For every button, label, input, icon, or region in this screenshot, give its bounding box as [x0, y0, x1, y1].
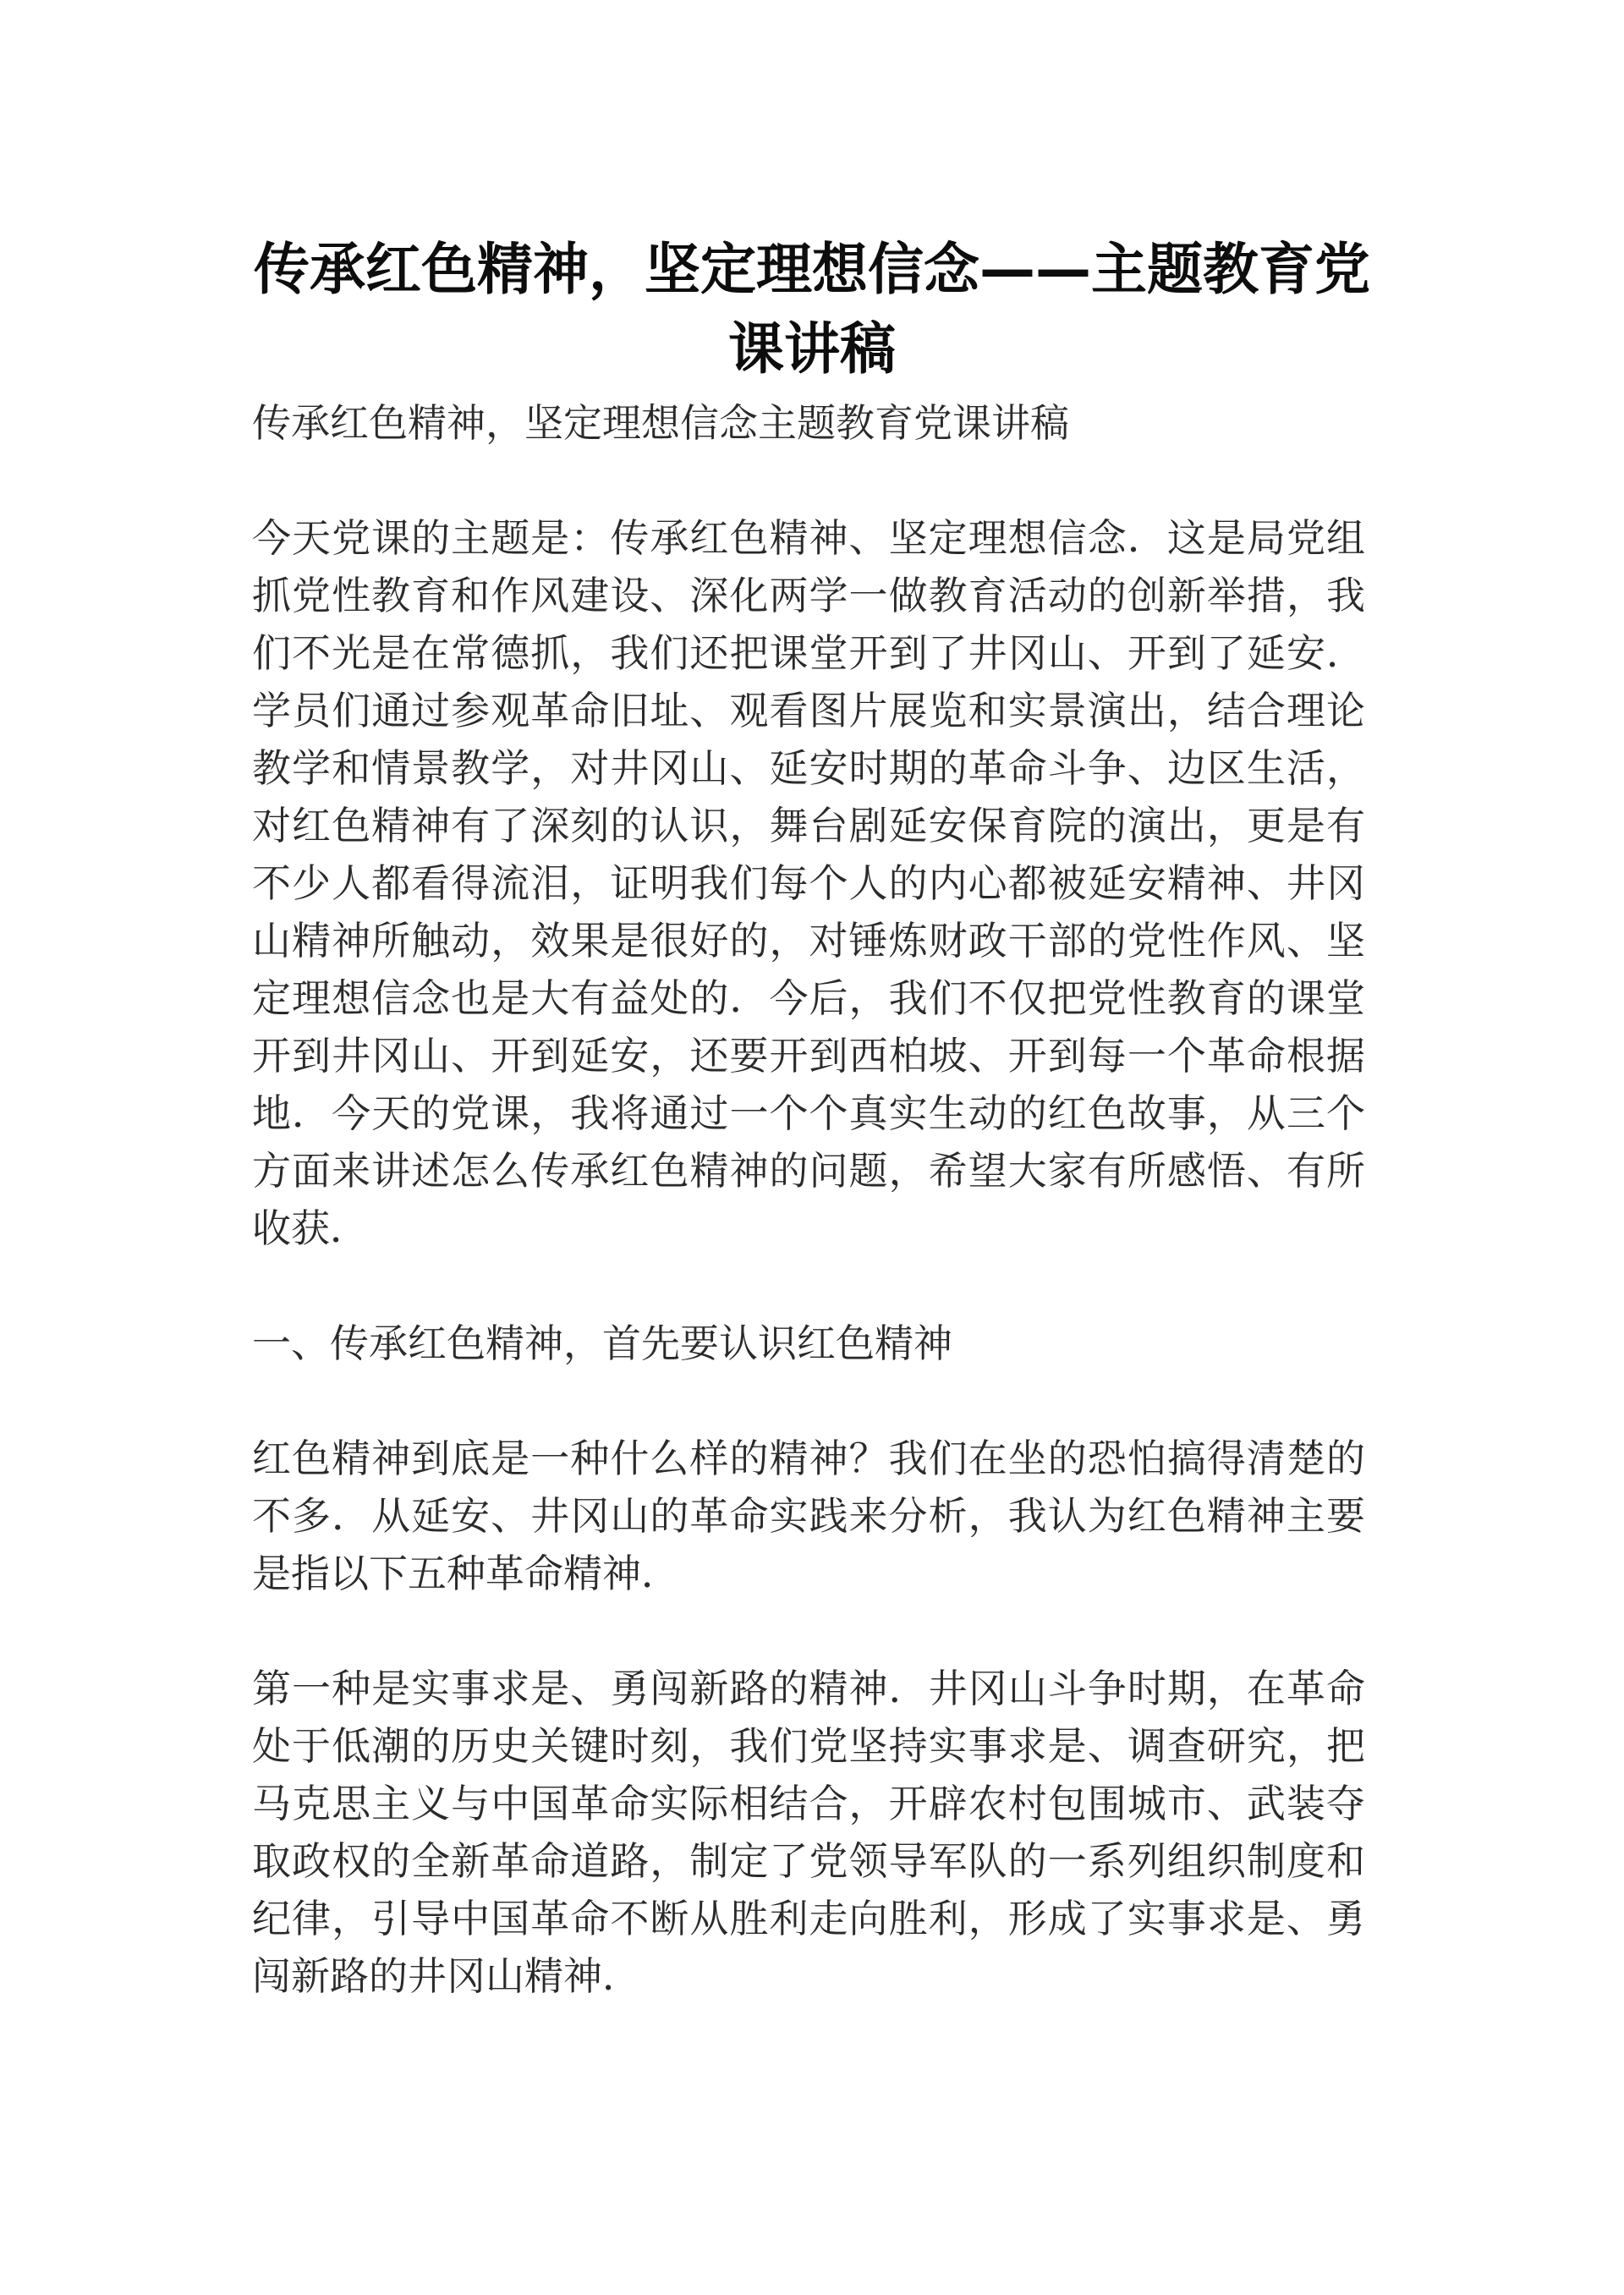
- subtitle-paragraph: 传承红色精神，坚定理想信念主题教育党课讲稿: [252, 400, 1069, 446]
- section-heading: 一、传承红色精神，首先要认识红色精神: [252, 1320, 952, 1366]
- document-body: [252, 394, 1365, 2062]
- body-paragraph: 第一种是实事求是、勇闯新路的精神．井冈山斗争时期，在革命处于低潮的历史关键时刻，我们党坚持实事求是、调查研究，把马克思主义与中国革命实际相结合，开辟农村包围城市、武装夺取政权的全新革命道路，制定了党领导军队的一系列组织制度和纪律，引导中国革命不断从胜利走向胜利，形成了实事求是、勇闯新路的井冈山精神．: [252, 1666, 1365, 1999]
- document-title: 传承红色精神，坚定理想信念——主题教育党课讲稿: [254, 237, 1370, 382]
- body-paragraph: 红色精神到底是一种什么样的精神？我们在坐的恐怕搞得清楚的不多．从延安、井冈山的革命实践来分析，我认为红色精神主要是指以下五种革命精神．: [252, 1436, 1365, 1596]
- intro-paragraph: 今天党课的主题是：传承红色精神、坚定理想信念．这是局党组抓党性教育和作风建设、深化两学一做教育活动的创新举措，我们不光是在常德抓，我们还把课堂开到了井冈山、开到了延安．学员们通过参观革命旧址、观看图片展览和实景演出，结合理论教学和情景教学，对井冈山、延安时期的革命斗争、边区生活，对红色精神有了深刻的认识，舞台剧延安保育院的演出，更是有不少人都看得流泪，证明我们每个人的内心都被延安精神、井冈山精神所触动，效果是很好的，对锤炼财政干部的党性作风、坚定理想信念也是大有益处的．今后，我们不仅把党性教育的课堂开到井冈山、开到延安，还要开到西柏坡、开到每一个革命根据地．今天的党课，我将通过一个个真实生动的红色故事，从三个方面来讲述怎么传承红色精神的问题，希望大家有所感悟、有所收获．: [252, 515, 1365, 1251]
